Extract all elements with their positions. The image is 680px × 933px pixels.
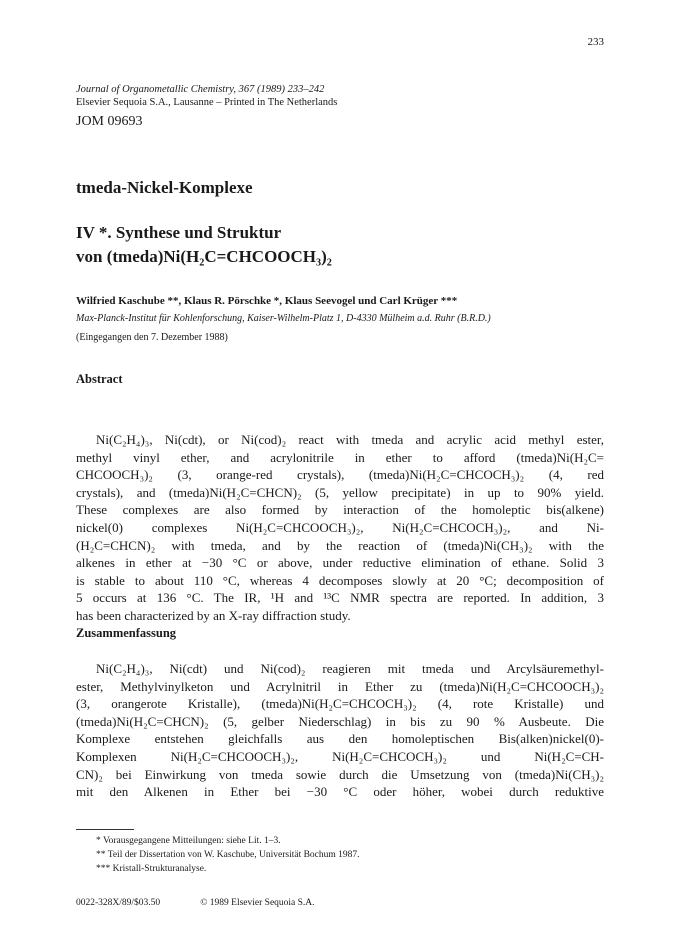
abstract-line: methyl vinyl ether, and acrylonitrile in ether to afford (tmeda)Ni(H₂C=	[76, 449, 604, 465]
zusammenfassung-text	[76, 660, 604, 801]
bottom-line	[76, 898, 315, 908]
received-date: (Eingegangen den 7. Dezember 1988)	[76, 332, 228, 343]
zusammenfassung-line: (tmeda)Ni(H₂C=CHCN)₂ (5, gelber Niederschlag) in bis zu 90 % Ausbeute. Die	[76, 713, 604, 729]
abstract-line: crystals), and (tmeda)Ni(H₂C=CHCN)₂ (5, yellow precipitate) in up to 90% yield.	[76, 484, 604, 500]
abstract-line: Ni(C₂H₄)₃, Ni(cdt), or Ni(cod)₂ react with tmeda and acrylic acid methyl ester,	[96, 432, 604, 447]
footnote: ** Teil der Dissertation von W. Kaschube, Universität Bochum 1987.	[96, 850, 360, 860]
jom-number: JOM 09693	[76, 114, 143, 129]
zusammenfassung-line: Ni(C₂H₄)₃, Ni(cdt) und Ni(cod)₂ reagieren mit tmeda und Arcylsäuremethyl-	[96, 661, 604, 676]
journal-line-1: Journal of Organometallic Chemistry, 367 (1989) 233–242	[76, 84, 325, 95]
affiliation: Max-Planck-Institut für Kohlenforschung, Kaiser-Wilhelm-Platz 1, D-4330 Mülheim a.d. Ruhr (B.R.D.)	[76, 313, 491, 324]
journal-citation	[76, 83, 337, 109]
abstract-line: 5 occurs at 136 °C. The IR, ¹H and ¹³C NMR spectra are reported. In addition, 3	[76, 590, 604, 606]
zusammenfassung-line: ester, Methylvinylketon und Acrylnitril in Ether zu (tmeda)Ni(H₂C=CHCOOCH₃)₂	[76, 678, 604, 694]
zusammenfassung-line: Komplexe entstehen gleichfalls aus den homoleptischen Bis(alken)nickel(0)-	[76, 731, 604, 747]
abstract-text	[76, 431, 604, 625]
abstract-heading: Abstract	[76, 372, 123, 386]
zusammenfassung-line: CN)₂ bei Einwirkung von tmeda sowie durch die Umsetzung von (tmeda)Ni(CH₃)₂	[76, 766, 604, 782]
title-line-2: IV *. Synthese und Struktur	[76, 223, 282, 242]
footnote-rule	[76, 829, 134, 830]
abstract-line: These complexes are also formed by interaction of the homoleptic bis(alkene)	[76, 502, 604, 518]
issn-price: 0022-328X/89/$03.50	[76, 898, 161, 908]
title-main	[76, 221, 332, 269]
footnote: *** Kristall-Strukturanalyse.	[96, 864, 207, 874]
zusammenfassung-heading: Zusammenfassung	[76, 626, 177, 640]
page-number: 233	[587, 36, 604, 48]
abstract-line: (H₂C=CHCN)₂ with tmeda, and by the reaction of (tmeda)Ni(CH₃)₂ with the	[76, 537, 604, 553]
zusammenfassung-line: (3, orangerote Kristalle), (tmeda)Ni(H₂C=CHCOCH₃)₂ (4, rote Kristalle) und	[76, 696, 604, 712]
abstract-line: is stable to about 110 °C, whereas 4 decomposes slowly at 20 °C; decomposition of	[76, 572, 604, 588]
abstract-line: CHCOOCH₃)₂ (3, orange-red crystals), (tmeda)Ni(H₂C=CHCOCH₃)₂ (4, red	[76, 467, 604, 483]
authors: Wilfried Kaschube **, Klaus R. Pörschke *, Klaus Seevogel und Carl Krüger ***	[76, 295, 458, 307]
title-series: tmeda-Nickel-Komplexe	[76, 178, 253, 197]
copyright: © 1989 Elsevier Sequoia S.A.	[200, 898, 315, 908]
zusammenfassung-line: mit den Alkenen in Ether bei −30 °C oder höher, wobei durch reduktive	[76, 784, 604, 800]
zusammenfassung-line: Komplexen Ni(H₂C=CHCOOCH₃)₂, Ni(H₂C=CHCOCH₃)₂ und Ni(H₂C=CH-	[76, 748, 604, 764]
abstract-line: nickel(0) complexes Ni(H₂C=CHCOOCH₃)₂, Ni(H₂C=CHCOCH₃)₂, and Ni-	[76, 519, 604, 535]
abstract-line: alkenes in ether at −30 °C or above, under reductive elimination of ethane. Solid 3	[76, 555, 604, 571]
abstract-line: has been characterized by an X-ray diffraction study.	[76, 607, 351, 623]
title-line-3: von (tmeda)Ni(H₂C=CHCOOCH₃)₂	[76, 247, 332, 266]
journal-line-2: Elsevier Sequoia S.A., Lausanne – Printed in The Netherlands	[76, 97, 338, 108]
footnote: * Vorausgegangene Mitteilungen: siehe Lit. 1–3.	[96, 836, 281, 846]
